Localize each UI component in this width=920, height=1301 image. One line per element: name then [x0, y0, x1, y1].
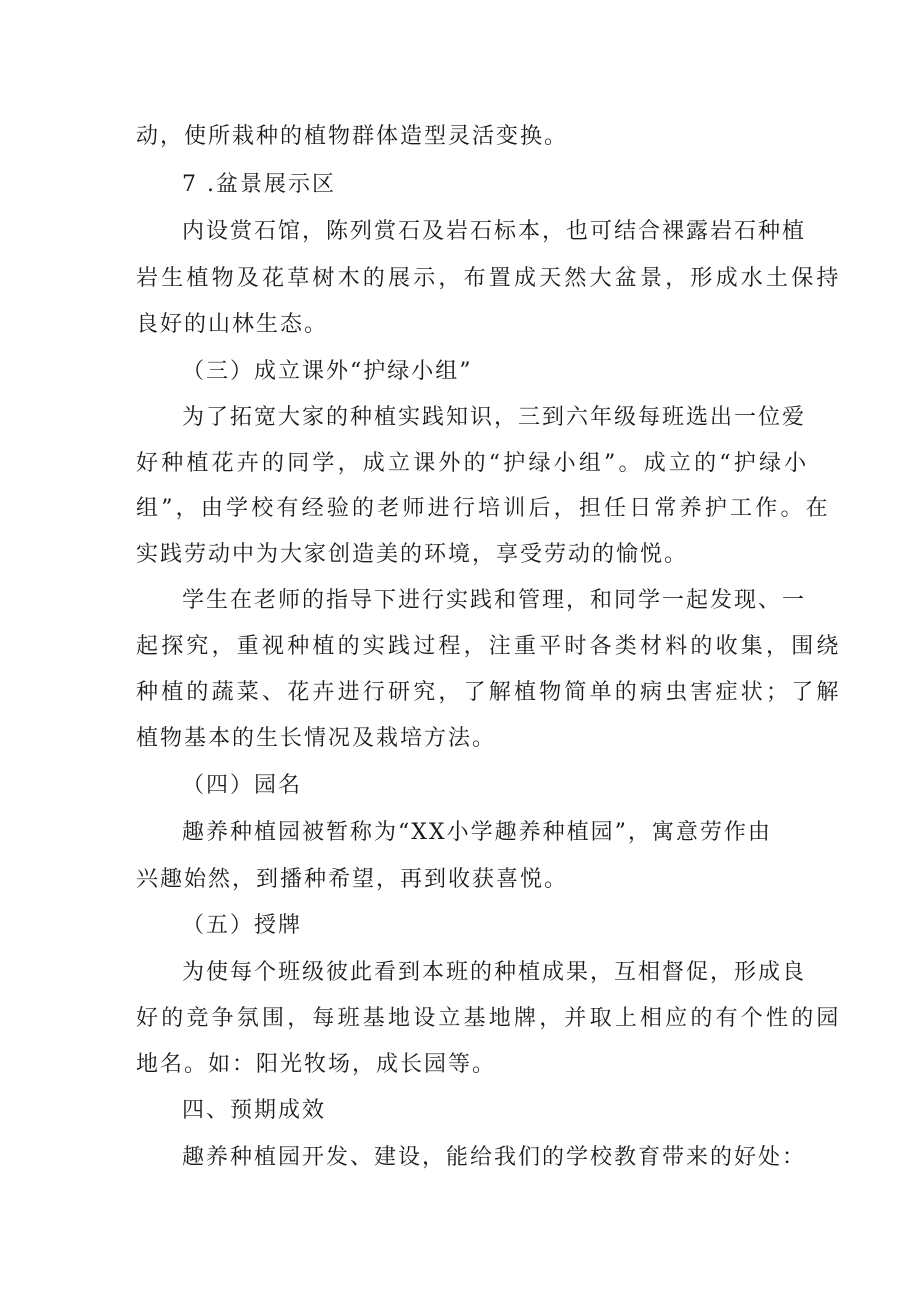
section-heading: （五）授牌: [182, 913, 303, 938]
paragraph-line: 组”，由学校有经验的老师进行培训后，担任日常养护工作。在: [136, 496, 831, 521]
paragraph-line: 岩生植物及花草树木的展示，布置成天然大盆景，形成水土保持: [136, 266, 842, 291]
paragraph-line: 好种植花卉的同学，成立课外的“护绿小组”。成立的“护绿小: [136, 451, 810, 476]
paragraph-line: 动，使所栽种的植物群体造型灵活变换。: [136, 124, 569, 149]
paragraph-line: 好的竞争氛围，每班基地设立基地牌，并取上相应的有个性的园: [136, 1006, 842, 1031]
paragraph-line: 地名。如：阳光牧场，成长园等。: [136, 1052, 497, 1077]
paragraph-line: 学生在老师的指导下进行实践和管理，和同学一起发现、一: [182, 588, 807, 613]
paragraph-line: 种植的蔬菜、花卉进行研究，了解植物简单的病虫害症状；了解: [136, 680, 842, 705]
paragraph-line: 实践劳动中为大家创造美的环境，享受劳动的愉悦。: [136, 542, 689, 567]
paragraph-line: 植物基本的生长情况及栽培方法。: [136, 726, 497, 751]
paragraph-line: 趣养种植园开发、建设，能给我们的学校教育带来的好处：: [182, 1145, 807, 1170]
paragraph-line: 内设赏石馆，陈列赏石及岩石标本，也可结合裸露岩石种植: [182, 219, 807, 244]
paragraph-line: 为了拓宽大家的种植实践知识，三到六年级每班选出一位爱: [182, 405, 807, 430]
section-heading: （三）成立课外“护绿小组”: [182, 359, 473, 384]
paragraph-line: 起探究，重视种植的实践过程，注重平时各类材料的收集，围绕: [136, 634, 842, 659]
section-heading: 四、预期成效: [182, 1098, 327, 1123]
paragraph-line: 为使每个班级彼此看到本班的种植成果，互相督促，形成良: [182, 960, 807, 985]
section-heading: 7 .盆景展示区: [182, 172, 336, 197]
section-heading: （四）园名: [182, 773, 303, 798]
paragraph-line: 良好的山林生态。: [136, 312, 329, 337]
paragraph-line: 趣养种植园被暂称为“XX小学趣养种植园”，寓意劳作由: [182, 820, 772, 845]
paragraph-line: 兴趣始然，到播种希望，再到收获喜悦。: [136, 867, 569, 892]
